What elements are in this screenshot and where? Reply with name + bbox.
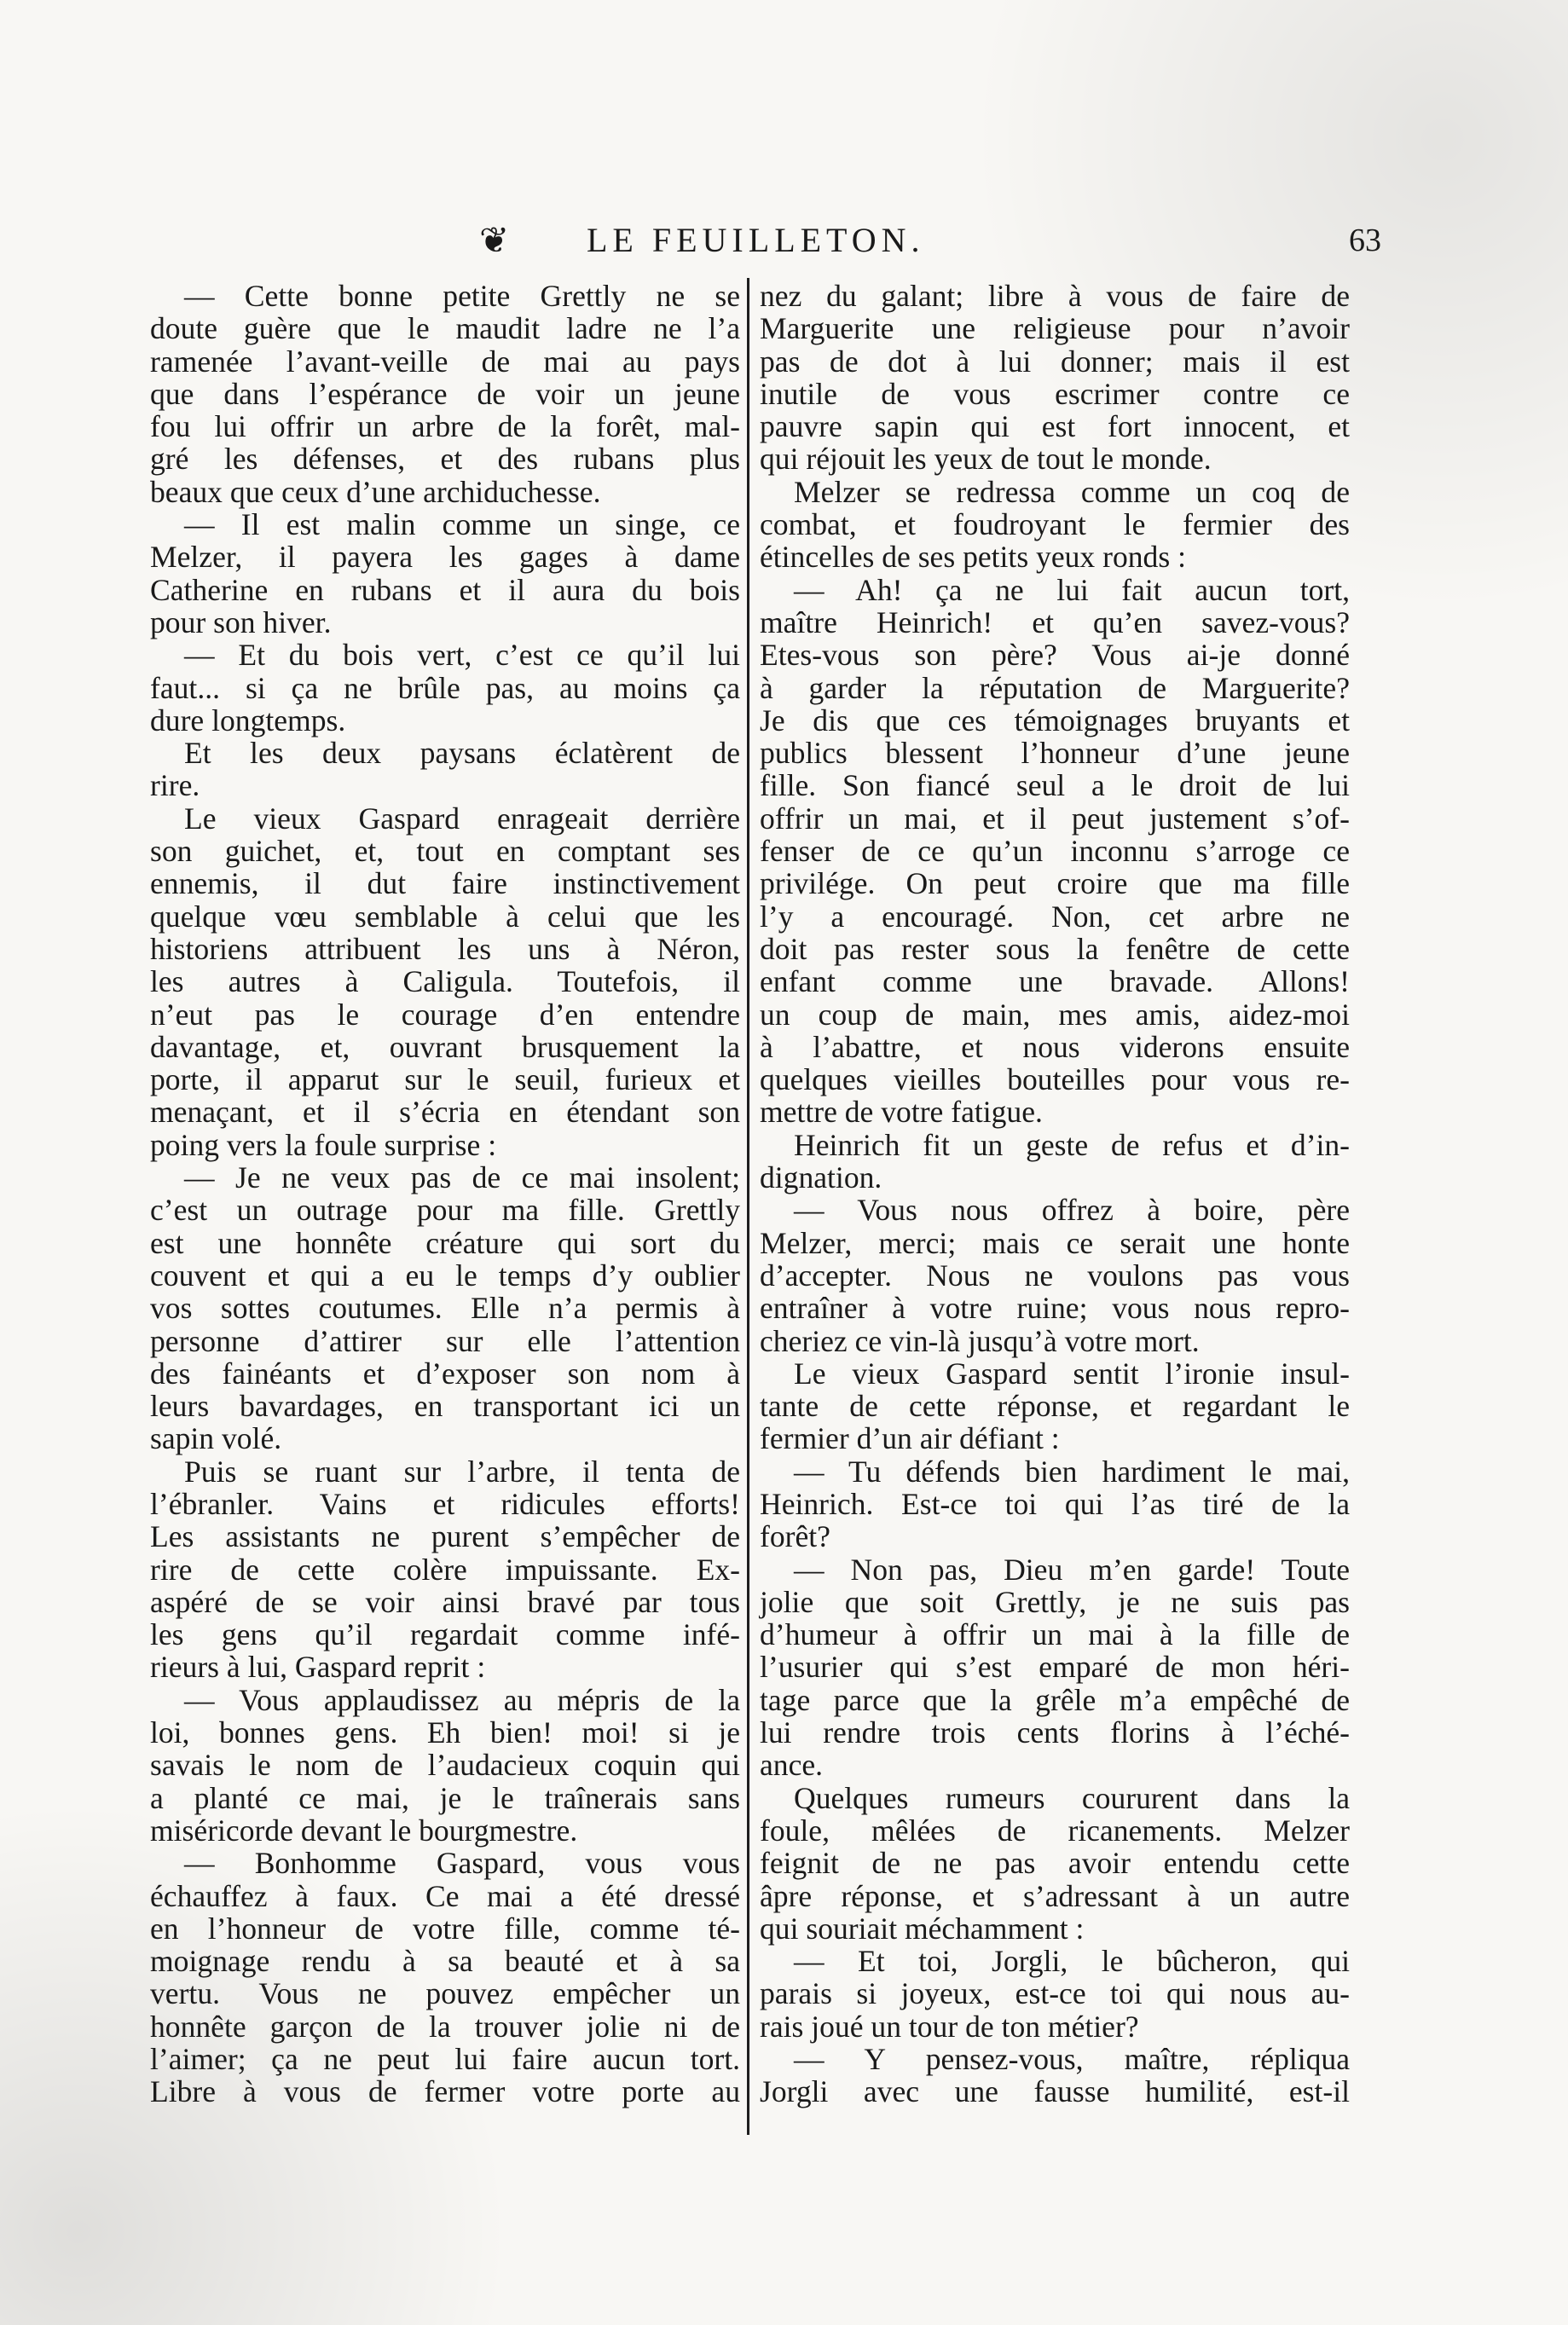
- text-line: enfant comme une bravade. Allons!: [760, 964, 1350, 999]
- text-line: Puis se ruant sur l’arbre, il tenta de: [184, 1454, 740, 1489]
- text-line: Je dis que ces témoignages bruyants et: [760, 703, 1350, 737]
- text-line: Le vieux Gaspard enrageait derrière: [184, 801, 740, 836]
- text-line: couvent et qui a eu le temps d’y oublier: [150, 1258, 740, 1293]
- text-line: sapin volé.: [150, 1421, 282, 1456]
- text-line: pas de dot à lui donner; mais il est: [760, 344, 1350, 379]
- text-line: fermier d’un air défiant :: [760, 1421, 1060, 1456]
- text-line: vertu. Vous ne pouvez empêcher un: [150, 1976, 740, 2011]
- text-line: Catherine en rubans et il aura du bois: [150, 572, 740, 607]
- text-line: entraîner à votre ruine; vous nous repro-: [760, 1291, 1350, 1326]
- text-line: ramenée l’avant-veille de mai au pays: [150, 344, 740, 379]
- text-line: — Et toi, Jorgli, le bûcheron, qui: [794, 1944, 1350, 1979]
- text-line: qui souriait méchamment :: [760, 1911, 1085, 1946]
- text-line: gré les défenses, et des rubans plus: [150, 442, 740, 477]
- text-line: en l’honneur de votre fille, comme té-: [150, 1911, 740, 1946]
- text-line: — Non pas, Dieu m’en garde! Toute: [794, 1552, 1350, 1587]
- text-line: doit pas rester sous la fenêtre de cette: [760, 931, 1350, 966]
- text-line: dure longtemps.: [150, 703, 346, 737]
- text-line: les autres à Caligula. Toutefois, il: [150, 964, 740, 999]
- text-line: faut... si ça ne brûle pas, au moins ça: [150, 670, 740, 705]
- text-line: — Y pensez-vous, maître, répliqua: [794, 2042, 1350, 2077]
- left-text-column: [150, 280, 740, 2108]
- text-line: doute guère que le maudit ladre ne l’a: [150, 311, 740, 346]
- text-line: l’usurier qui s’est emparé de mon héri-: [760, 1650, 1350, 1685]
- text-line: maître Heinrich! et qu’en savez-vous?: [760, 604, 1350, 639]
- text-line: leurs bavardages, en transportant ici un: [150, 1389, 740, 1424]
- text-line: d’humeur à offrir un mai à la fille de: [760, 1617, 1350, 1652]
- text-line: des fainéants et d’exposer son nom à: [150, 1356, 740, 1391]
- text-line: tante de cette réponse, et regardant le: [760, 1389, 1350, 1424]
- text-line: nez du galant; libre à vous de faire de: [760, 279, 1350, 313]
- text-line: à l’abattre, et nous viderons ensuite: [760, 1029, 1350, 1064]
- text-line: fenser de ce qu’un inconnu s’arroge ce: [760, 834, 1350, 869]
- text-line: publics blessent l’honneur d’une jeune: [760, 736, 1350, 771]
- text-line: Heinrich. Est-ce toi qui l’as tiré de la: [760, 1486, 1350, 1521]
- text-line: fille. Son fiancé seul a le droit de lui: [760, 768, 1350, 803]
- text-line: à garder la réputation de Marguerite?: [760, 670, 1350, 705]
- right-text-column: [760, 280, 1350, 2108]
- text-line: beaux que ceux d’une archiduchesse.: [150, 474, 601, 509]
- text-line: poing vers la foule surprise :: [150, 1127, 497, 1162]
- text-line: pauvre sapin qui est fort innocent, et: [760, 409, 1350, 444]
- text-line: Libre à vous de fermer votre porte au: [150, 2074, 740, 2109]
- text-line: loi, bonnes gens. Eh bien! moi! si je: [150, 1715, 740, 1750]
- text-line: historiens attribuent les uns à Néron,: [150, 931, 740, 966]
- text-line: échauffez à faux. Ce mai a été dressé: [150, 1878, 740, 1913]
- text-line: honnête garçon de la trouver jolie ni de: [150, 2009, 740, 2044]
- text-line: — Et du bois vert, c’est ce qu’il lui: [184, 638, 740, 673]
- text-line: vos sottes coutumes. Elle n’a permis à: [150, 1291, 740, 1326]
- text-line: — Cette bonne petite Grettly ne se: [184, 279, 740, 313]
- text-line: a planté ce mai, je le traînerais sans: [150, 1780, 740, 1815]
- text-line: est une honnête créature qui sort du: [150, 1225, 740, 1260]
- text-line: combat, et foudroyant le fermier des: [760, 507, 1350, 542]
- text-line: quelque vœu semblable à celui que les: [150, 899, 740, 934]
- text-line: dignation.: [760, 1160, 882, 1195]
- text-line: n’eut pas le courage d’en entendre: [150, 997, 740, 1032]
- text-line: mettre de votre fatigue.: [760, 1095, 1043, 1130]
- fleuron-ornament-icon: ❦: [479, 219, 510, 261]
- text-line: lui rendre trois cents florins à l’éché-: [760, 1715, 1350, 1750]
- text-line: l’y a encouragé. Non, cet arbre ne: [760, 899, 1350, 934]
- page-number: 63: [1349, 223, 1381, 258]
- text-line: cheriez ce vin-là jusqu’à votre mort.: [760, 1323, 1200, 1358]
- text-line: savais le nom de l’audacieux coquin qui: [150, 1748, 740, 1783]
- text-line: Etes-vous son père? Vous ai-je donné: [760, 638, 1350, 673]
- text-line: inutile de vous escrimer contre ce: [760, 376, 1350, 411]
- text-line: Melzer, merci; mais ce serait une honte: [760, 1225, 1350, 1260]
- text-line: d’accepter. Nous ne voulons pas vous: [760, 1258, 1350, 1293]
- text-line: rire.: [150, 768, 200, 803]
- page-header: [153, 215, 1381, 266]
- text-line: son guichet, et, tout en comptant ses: [150, 834, 740, 869]
- text-line: les gens qu’il regardait comme infé-: [150, 1617, 740, 1652]
- text-line: l’ébranler. Vains et ridicules efforts!: [150, 1486, 740, 1521]
- text-line: personne d’attirer sur elle l’attention: [150, 1323, 740, 1358]
- text-line: ennemis, il dut faire instinctivement: [150, 866, 740, 901]
- text-line: moignage rendu à sa beauté et à sa: [150, 1944, 740, 1979]
- text-line: porte, il apparut sur le seuil, furieux et: [150, 1062, 740, 1097]
- text-line: Heinrich fit un geste de refus et d’in-: [794, 1127, 1350, 1162]
- text-line: Les assistants ne purent s’empêcher de: [150, 1519, 740, 1554]
- text-line: menaçant, et il s’écria en étendant son: [150, 1095, 740, 1130]
- column-divider: [747, 278, 749, 2135]
- text-line: — Ah! ça ne lui fait aucun tort,: [794, 572, 1350, 607]
- text-line: aspéré de se voir ainsi bravé par tous: [150, 1584, 740, 1619]
- text-line: âpre réponse, et s’adressant à un autre: [760, 1878, 1350, 1913]
- text-line: qui réjouit les yeux de tout le monde.: [760, 442, 1212, 477]
- text-line: rire de cette colère impuissante. Ex-: [150, 1552, 740, 1587]
- text-line: — Il est malin comme un singe, ce: [184, 507, 740, 542]
- text-line: rieurs à lui, Gaspard reprit :: [150, 1650, 486, 1685]
- text-line: forêt?: [760, 1519, 830, 1554]
- text-line: c’est un outrage pour ma fille. Grettly: [150, 1193, 740, 1228]
- text-line: fou lui offrir un arbre de la forêt, mal-: [150, 409, 740, 444]
- text-line: ance.: [760, 1748, 824, 1783]
- text-line: Melzer, il payera les gages à dame: [150, 540, 740, 575]
- text-line: l’aimer; ça ne peut lui faire aucun tort.: [150, 2042, 740, 2077]
- text-line: privilége. On peut croire que ma fille: [760, 866, 1350, 901]
- text-line: — Je ne veux pas de ce mai insolent;: [184, 1160, 740, 1195]
- text-line: un coup de main, mes amis, aidez-moi: [760, 997, 1350, 1032]
- text-line: offrir un mai, et il peut justement s’of-: [760, 801, 1350, 836]
- text-line: parais si joyeux, est-ce toi qui nous au-: [760, 1976, 1350, 2011]
- text-line: Melzer se redressa comme un coq de: [794, 474, 1350, 509]
- text-line: quelques vieilles bouteilles pour vous re-: [760, 1062, 1350, 1097]
- text-line: Jorgli avec une fausse humilité, est-il: [760, 2074, 1350, 2109]
- text-line: — Vous nous offrez à boire, père: [794, 1193, 1350, 1228]
- text-line: tage parce que la grêle m’a empêché de: [760, 1682, 1350, 1717]
- text-line: miséricorde devant le bourgmestre.: [150, 1813, 578, 1848]
- text-line: davantage, et, ouvrant brusquement la: [150, 1029, 740, 1064]
- text-line: foule, mêlées de ricanements. Melzer: [760, 1813, 1350, 1848]
- text-line: étincelles de ses petits yeux ronds :: [760, 540, 1186, 575]
- text-line: que dans l’espérance de voir un jeune: [150, 376, 740, 411]
- text-line: — Vous applaudissez au mépris de la: [184, 1682, 740, 1717]
- text-line: — Bonhomme Gaspard, vous vous: [184, 1846, 740, 1881]
- text-line: Et les deux paysans éclatèrent de: [184, 736, 740, 771]
- text-line: Quelques rumeurs coururent dans la: [794, 1780, 1350, 1815]
- text-line: Le vieux Gaspard sentit l’ironie insul-: [794, 1356, 1350, 1391]
- text-line: — Tu défends bien hardiment le mai,: [794, 1454, 1350, 1489]
- text-line: feignit de ne pas avoir entendu cette: [760, 1846, 1350, 1881]
- running-title: LE FEUILLETON.: [587, 221, 925, 259]
- text-line: pour son hiver.: [150, 604, 332, 639]
- text-line: Marguerite une religieuse pour n’avoir: [760, 311, 1350, 346]
- text-line: jolie que soit Grettly, je ne suis pas: [760, 1584, 1350, 1619]
- text-line: rais joué un tour de ton métier?: [760, 2009, 1139, 2044]
